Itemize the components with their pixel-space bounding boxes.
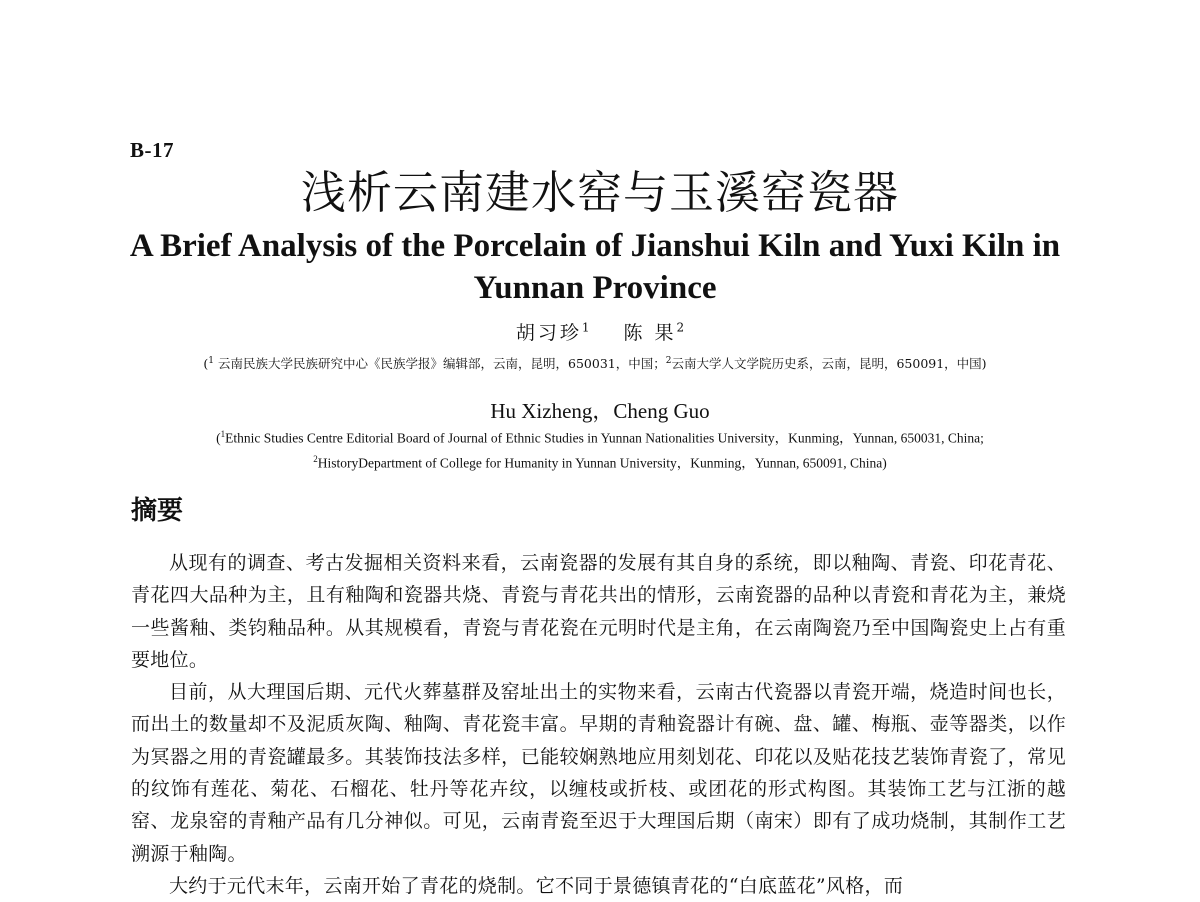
affiliation-zh-text-2: 云南大学人文学院历史系，云南，昆明，650091，中国) xyxy=(671,356,987,372)
affiliation-zh-mark-1: 1 xyxy=(208,356,215,366)
affiliation-en-text-1: Ethnic Studies Centre Editorial Board of Journal of Ethnic Studies in Yunnan Nationalities University，Kunming，Yunnan, 650031, China; xyxy=(225,430,984,446)
abstract-paragraph-1: 从现有的调查、考古发掘相关资料来看，云南瓷器的发展有其自身的系统，即以釉陶、青瓷、印花青花、青花四大品种为主，且有釉陶和瓷器共烧、青瓷与青花共出的情形，云南瓷器的品种以青瓷和青花为主，兼烧一些酱釉、类钧釉品种。从其规模看，青瓷与青花瓷在元明时代是主角，在云南陶瓷乃至中国陶瓷史上占有重要地位。 xyxy=(131,552,1066,671)
affiliation-zh-open: ( xyxy=(203,356,209,372)
author-1-name: 胡习珍 xyxy=(515,322,582,344)
abstract-body xyxy=(131,547,1066,902)
abstract-paragraph-3: 大约于元代末年，云南开始了青花的烧制。它不同于景德镇青花的“白底蓝花”风格，而 xyxy=(169,874,904,897)
affiliation-chinese xyxy=(150,350,1040,375)
affiliation-en-open: ( xyxy=(216,430,221,446)
affiliation-zh-text-1: 云南民族大学民族研究中心《民族学报》编辑部，云南，昆明，650031，中国； xyxy=(214,356,666,372)
authors-english: Hu Xizheng，Cheng Guo xyxy=(490,399,710,423)
author-1-mark: 1 xyxy=(581,320,590,335)
title-english: A Brief Analysis of the Porcelain of Jianshui Kiln and Yuxi Kiln in Yunnan Province xyxy=(129,228,1061,306)
affiliation-en-mark-1: 1 xyxy=(220,429,226,439)
author-2-name: 陈 果 xyxy=(623,322,677,344)
paper-code: B-17 xyxy=(130,138,174,162)
affiliation-en-mark-2: 2 xyxy=(313,453,318,464)
affiliation-en-text-2: HistoryDepartment of College for Humanity in Yunnan University，Kunming，Yunnan, 650091, China) xyxy=(317,455,887,470)
affiliation-english xyxy=(120,424,1080,473)
affiliation-zh-mark-2: 2 xyxy=(665,356,672,366)
authors-chinese xyxy=(0,318,1200,345)
title-chinese: 浅析云南建水窑与玉溪窑瓷器 xyxy=(300,166,899,219)
abstract-paragraph-2: 目前，从大理国后期、元代火葬墓群及窑址出土的实物来看，云南古代瓷器以青瓷开端，烧造时间也长，而出土的数量却不及泥质灰陶、釉陶、青花瓷丰富。早期的青釉瓷器计有碗、盘、罐、梅瓶、壶等器类，以作为冥器之用的青瓷罐最多。其装饰技法多样，已能较娴熟地应用刻划花、印花以及贴花技艺装饰青瓷了，常见的纹饰有莲花、菊花、石榴花、牡丹等花卉纹，以缠枝或折枝、或团花的形式构图。其装饰工艺与江浙的越窑、龙泉窑的青釉产品有几分神似。可见，云南青瓷至迟于大理国后期（南宋）即有了成功烧制，其制作工艺溯源于釉陶。 xyxy=(131,681,1066,865)
abstract-heading: 摘要 xyxy=(131,496,184,526)
author-2-mark: 2 xyxy=(676,320,685,335)
